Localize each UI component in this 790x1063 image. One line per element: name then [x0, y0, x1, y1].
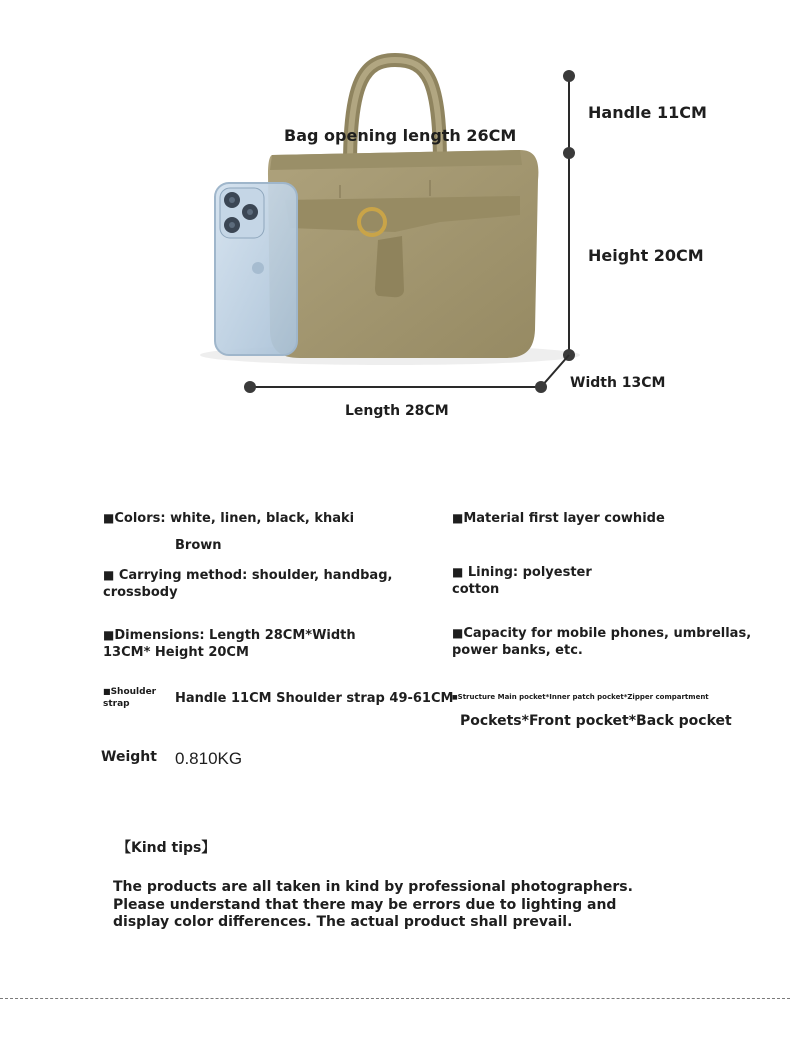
spec-weight-value: 0.810KG [175, 749, 243, 768]
spec-shoulder-value: Handle 11CM Shoulder strap 49-61CM [175, 691, 454, 706]
bag-strap-tab [375, 236, 404, 297]
product-illustration [0, 0, 790, 440]
spec-colors-extra: Brown [175, 538, 222, 553]
tips-body: The products are all taken in kind by professional photographers. Please understand that there may be errors due to lighting and display color differences. The actual product shall prevail. [113, 879, 633, 930]
spec-shoulder-label: ■Shoulder strap [103, 687, 157, 709]
dimension-dot [535, 381, 547, 393]
dimension-dot [244, 381, 256, 393]
spec-lining: ■ Lining: polyester cotton [452, 565, 592, 597]
bullet-square-icon: ■ [103, 568, 115, 582]
spec-weight-label: Weight [101, 749, 157, 765]
spec-carrying: ■ Carrying method: shoulder, handbag, crossbody [103, 568, 393, 600]
tips-title: 【Kind tips】 [117, 840, 216, 856]
height-dimension-label: Height 20CM [588, 246, 704, 265]
bullet-square-icon: ■ [103, 511, 115, 525]
spec-colors: ■Colors: white, linen, black, khaki [103, 511, 355, 526]
spec-pockets: Pockets*Front pocket*Back pocket [460, 713, 732, 729]
opening-dimension-label: Bag opening length 26CM [284, 126, 517, 145]
bullet-square-icon: ■ [452, 626, 464, 640]
bullet-square-icon: ■ [452, 694, 458, 701]
bullet-square-icon: ■ [452, 565, 464, 579]
dashed-divider [0, 998, 790, 999]
spec-material: ■Material first layer cowhide [452, 511, 665, 526]
spec-dimensions: ■Dimensions: Length 28CM*Width 13CM* Height 20CM [103, 628, 356, 660]
spec-capacity: ■Capacity for mobile phones, umbrellas, power banks, etc. [452, 626, 752, 658]
handle-dimension-label: Handle 11CM [588, 103, 707, 122]
length-dimension-label: Length 28CM [345, 403, 449, 419]
bag-body [268, 150, 538, 358]
width-dimension-label: Width 13CM [570, 375, 666, 391]
bullet-square-icon: ■ [103, 687, 111, 696]
bullet-square-icon: ■ [103, 628, 115, 642]
spec-structure: ■Structure Main pocket*Inner patch pocket*Zipper compartment [452, 693, 709, 701]
bullet-square-icon: ■ [452, 511, 464, 525]
dimension-dot [563, 147, 575, 159]
dimension-dot [563, 70, 575, 82]
